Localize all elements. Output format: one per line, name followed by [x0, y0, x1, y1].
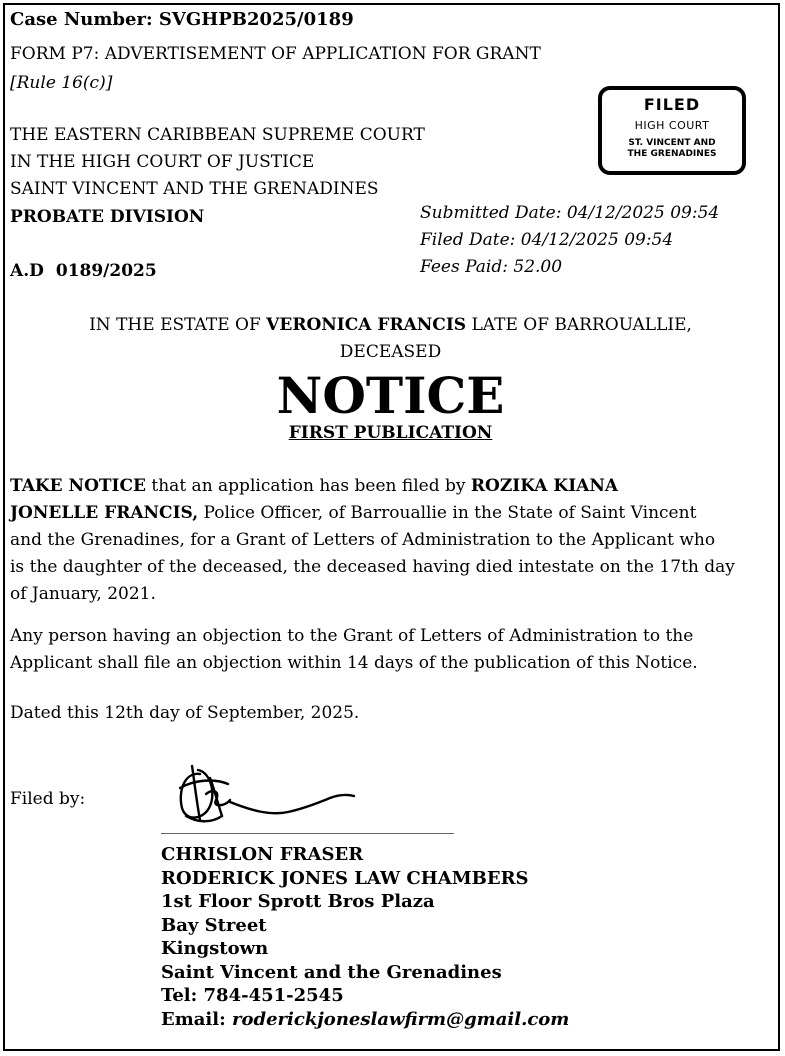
stamp-region-1: ST. VINCENT AND [628, 138, 716, 148]
ad-number [10, 258, 157, 285]
filed-stamp [598, 86, 746, 175]
applicant-name: ROZIKA KIANA [470, 476, 619, 496]
estate-suffix: LATE OF BARROUALLIE, [466, 315, 692, 335]
applicant-name-cont: JONELLE FRANCIS, [10, 503, 199, 523]
submitted-date: Submitted Date: 04/12/2025 09:54 [420, 203, 720, 223]
filer-tel: Tel: 784-451-2545 [161, 985, 344, 1006]
paragraph-line: Applicant shall file an objection within 14 days of the publication of this Notice. [10, 653, 698, 673]
court-line: IN THE HIGH COURT OF JUSTICE [10, 152, 315, 172]
court-line: THE EASTERN CARIBBEAN SUPREME COURT [10, 125, 425, 145]
form-title: FORM P7: ADVERTISEMENT OF APPLICATION FOR GRANT [10, 44, 541, 64]
paragraph-text: Police Officer, of Barrouallie in the State of Saint Vincent [198, 503, 697, 523]
filer-address: Kingstown [161, 938, 269, 959]
fees-paid: Fees Paid: 52.00 [420, 257, 563, 277]
division-label: PROBATE DIVISION [10, 207, 205, 227]
stamp-region-2: THE GRENADINES [627, 149, 717, 159]
objection-paragraph [10, 623, 698, 677]
notice-paragraph [10, 473, 770, 608]
signature [170, 758, 370, 830]
stamp-title: FILED [643, 95, 701, 114]
estate-deceased: DECEASED [339, 342, 442, 362]
rule-reference: [Rule 16(c)] [10, 73, 113, 93]
paragraph-text: that an application has been filed by [146, 476, 471, 496]
paragraph-line: and the Grenadines, for a Grant of Letters of Administration to the Applicant who [10, 530, 716, 550]
estate-prefix: IN THE ESTATE OF [89, 315, 267, 335]
filer-address: Bay Street [161, 914, 267, 936]
filer-name: CHRISLON FRASER [161, 844, 364, 865]
filing-details [420, 200, 719, 281]
ad-prefix: A.D [10, 261, 44, 281]
filed-date: Filed Date: 04/12/2025 09:54 [420, 230, 674, 250]
notice-title: NOTICE [276, 366, 505, 425]
filer-address-block [161, 843, 569, 1031]
deceased-name: VERONICA FRANCIS [266, 315, 467, 335]
case-number: Case Number: SVGHPB2025/0189 [10, 9, 354, 30]
paragraph-line: of January, 2021. [10, 584, 156, 604]
estate-heading [0, 312, 781, 366]
take-notice: TAKE NOTICE [10, 476, 146, 496]
filed-by-label: Filed by: [10, 789, 86, 809]
email-link[interactable]: roderickjoneslawfirm@gmail.com [232, 1008, 570, 1030]
filer-firm: RODERICK JONES LAW CHAMBERS [161, 867, 529, 889]
court-heading [10, 122, 425, 203]
paragraph-line: Any person having an objection to the Grant of Letters of Administration to the [10, 626, 694, 646]
email-label: Email: [161, 1008, 233, 1030]
stamp-court: HIGH COURT [634, 119, 710, 132]
ad-value: 0189/2025 [55, 261, 157, 281]
dated-line: Dated this 12th day of September, 2025. [10, 703, 360, 723]
signature-line [161, 833, 454, 834]
publication-label: FIRST PUBLICATION [288, 423, 493, 443]
filer-address: 1st Floor Sprott Bros Plaza [161, 891, 435, 912]
court-line: SAINT VINCENT AND THE GRENADINES [10, 179, 379, 199]
filer-address: Saint Vincent and the Grenadines [161, 961, 502, 983]
paragraph-line: is the daughter of the deceased, the deceased having died intestate on the 17th day [10, 557, 735, 577]
